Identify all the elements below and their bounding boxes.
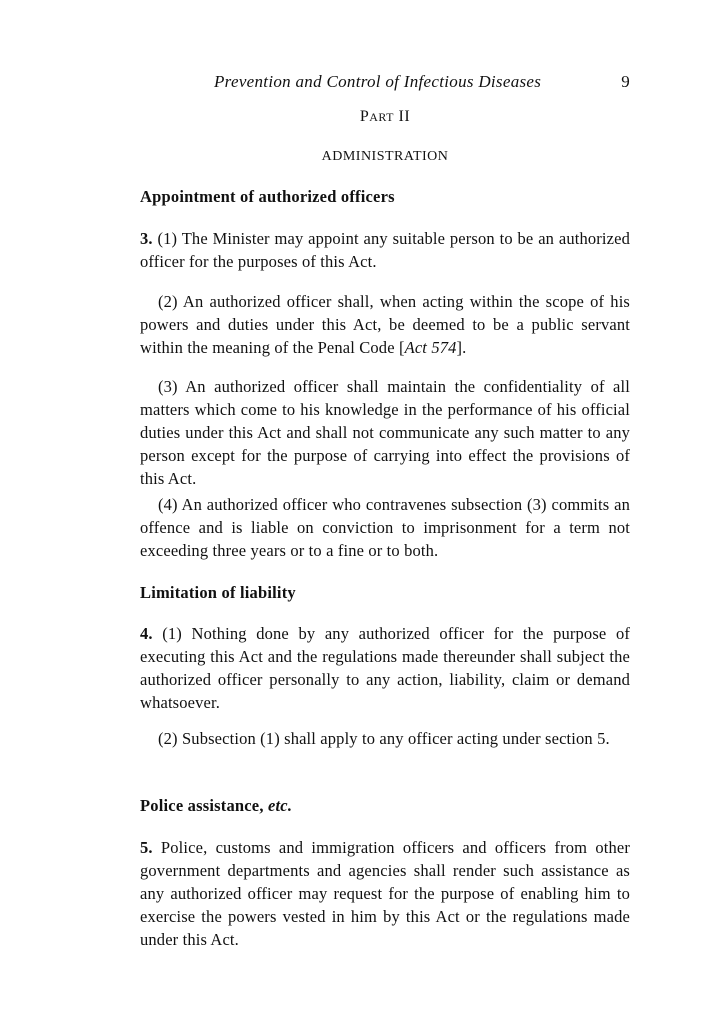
section-4-heading: Limitation of liability xyxy=(140,583,296,602)
part-title: ADMINISTRATION xyxy=(321,149,449,164)
section-3-subsection-3: (3) An authorized officer shall maintain the confidentiality of all matters which come to his knowledge in the performance of his official duties under this Act and shall not communicate any such matter to any person except for the purpose of carrying into effect the provisions of this Act. xyxy=(140,377,630,488)
section-5-text: Police, customs and immigration officers and officers from other government departments and agencies shall render such assistance as any authorized officer may request for the purpose of enabling him to exercise the powers vested in him by this Act or the regulations made under this Act. xyxy=(140,838,630,949)
section-3-subsection-2 xyxy=(140,290,630,359)
section-4-number: 4. xyxy=(140,624,153,643)
section-4-subsection-1 xyxy=(140,622,630,714)
section-3-subsection-4: (4) An authorized officer who contravenes subsection (3) commits an offence and is liable on conviction to imprisonment for a term not exceeding three years or to a fine or to both. xyxy=(140,495,630,560)
section-4-subsection-2: (2) Subsection (1) shall apply to any officer acting under section 5. xyxy=(158,729,610,748)
section-3-subsection-2-close: ]. xyxy=(456,338,467,357)
section-5-heading xyxy=(140,796,292,816)
part-label-rest: ART xyxy=(369,110,395,124)
section-3-number: 3. xyxy=(140,229,153,248)
part-number: II xyxy=(398,108,411,125)
part-heading xyxy=(0,108,728,126)
section-5-heading-etc: etc. xyxy=(268,796,293,815)
act-title: Prevention and Control of Infectious Diseases xyxy=(214,72,542,91)
section-4-subsection-1-text: (1) Nothing done by any authorized officer for the purpose of executing this Act and the regulations made thereunder shall subject the authorized officer personally to any action, liability, claim or demand whatsoever. xyxy=(140,624,630,712)
section-3-heading: Appointment of authorized officers xyxy=(140,187,395,206)
section-3-subsection-2-text: (2) An authorized officer shall, when acting within the scope of his powers and duties under this Act, be deemed to be a public servant within the meaning of the Penal Code [ xyxy=(140,292,630,357)
section-5-number: 5. xyxy=(140,838,153,857)
section-5-heading-text: Police assistance, xyxy=(140,796,268,815)
page-number: 9 xyxy=(621,72,630,91)
act-reference: Act 574 xyxy=(404,338,457,357)
section-3-subsection-1 xyxy=(140,227,630,273)
part-label-initial: P xyxy=(359,108,370,125)
section-5-body xyxy=(140,836,630,951)
section-3-subsection-1-text: (1) The Minister may appoint any suitable person to be an authorized officer for the purposes of this Act. xyxy=(140,229,631,271)
